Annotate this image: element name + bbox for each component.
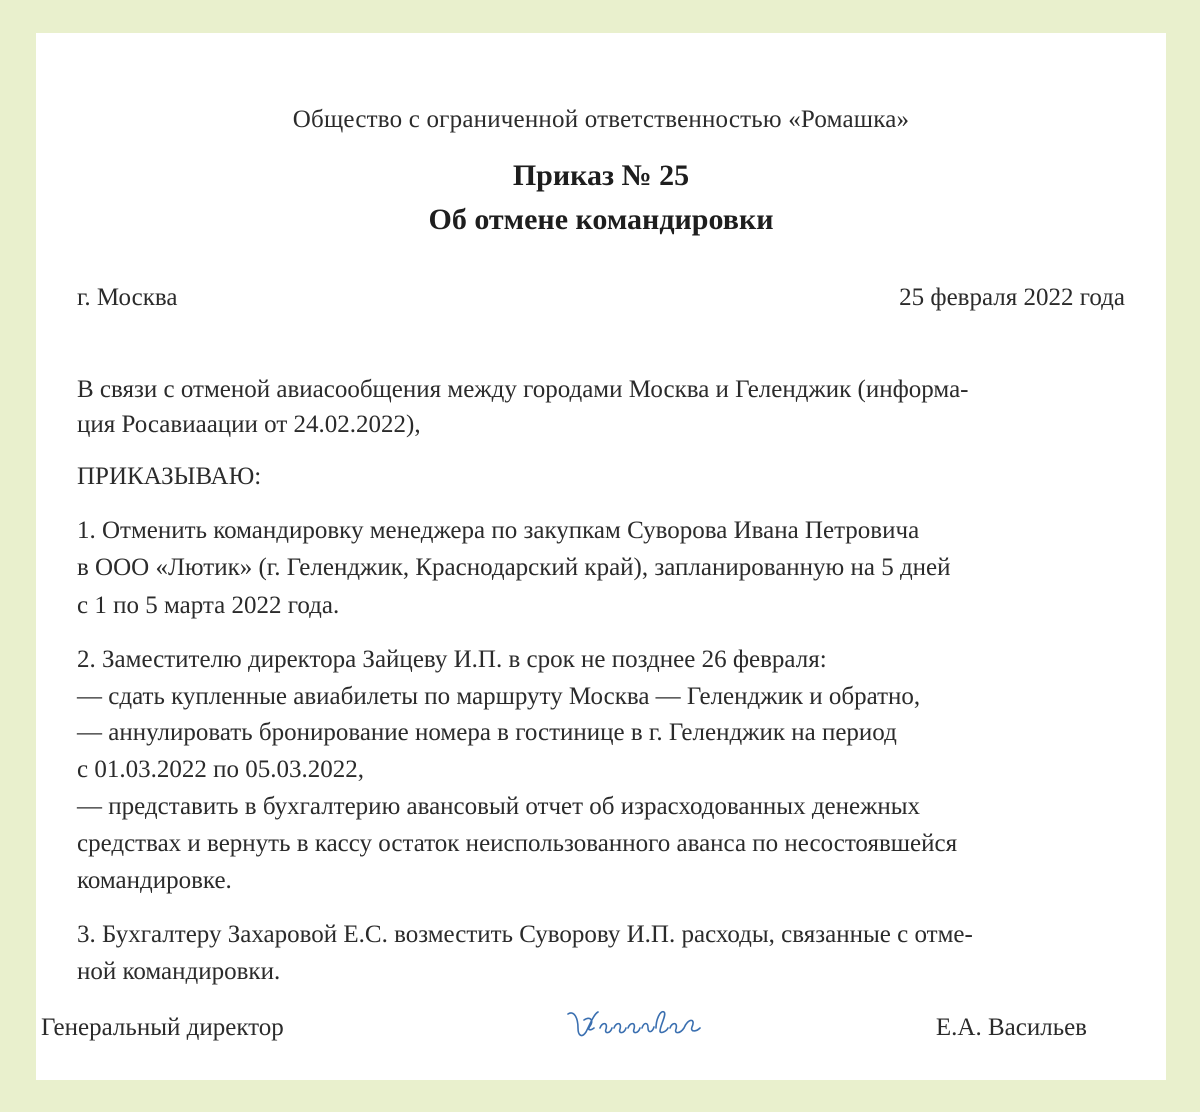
item-2-line: с 01.03.2022 по 05.03.2022, <box>77 756 364 783</box>
handwritten-signature <box>560 998 710 1048</box>
item-1-line: 1. Отменить командировку менеджера по закупкам Суворова Ивана Петровича <box>77 517 920 544</box>
signer-role: Генеральный директор <box>41 1014 284 1041</box>
item-2-line: средствах и вернуть в кассу остаток неиспользованного аванса по несостоявшейся <box>77 830 958 857</box>
document-page <box>36 33 1166 1080</box>
city: г. Москва <box>77 284 178 311</box>
item-3-line: ной командировки. <box>77 958 281 985</box>
item-2-line: — сдать купленные авиабилеты по маршруту Москва — Геленджик и обратно, <box>77 683 921 710</box>
order-word: ПРИКАЗЫВАЮ: <box>77 463 262 490</box>
organization-name: Общество с ограниченной ответственностью «Ромашка» <box>292 106 910 133</box>
order-subject: Об отмене командировки <box>428 203 774 236</box>
place-date-row <box>77 281 1125 315</box>
item-1-line: с 1 по 5 марта 2022 года. <box>77 592 340 619</box>
item-3-line: 3. Бухгалтеру Захаровой Е.С. возместить Суворову И.П. расходы, связанные с отме- <box>77 921 973 948</box>
preamble-line: ция Росавиаации от 24.02.2022), <box>77 411 421 438</box>
order-number: Приказ № 25 <box>512 159 690 192</box>
item-2-line: — аннулировать бронирование номера в гостинице в г. Геленджик на период <box>77 719 897 746</box>
item-2-line: командировке. <box>77 867 232 894</box>
signer-name: Е.А. Васильев <box>935 1014 1087 1041</box>
preamble-line: В связи с отменой авиасообщения между городами Москва и Геленджик (информа- <box>77 376 969 403</box>
item-1-line: в ООО «Лютик» (г. Геленджик, Краснодарский край), запланированную на 5 дней <box>77 554 951 581</box>
item-2-line: 2. Заместителю директора Зайцеву И.П. в срок не позднее 26 февраля: <box>77 646 827 673</box>
document-title <box>36 154 1166 242</box>
item-2-line: — представить в бухгалтерию авансовый отчет об израсходованных денежных <box>77 793 921 820</box>
order-date: 25 февраля 2022 года <box>899 284 1125 311</box>
